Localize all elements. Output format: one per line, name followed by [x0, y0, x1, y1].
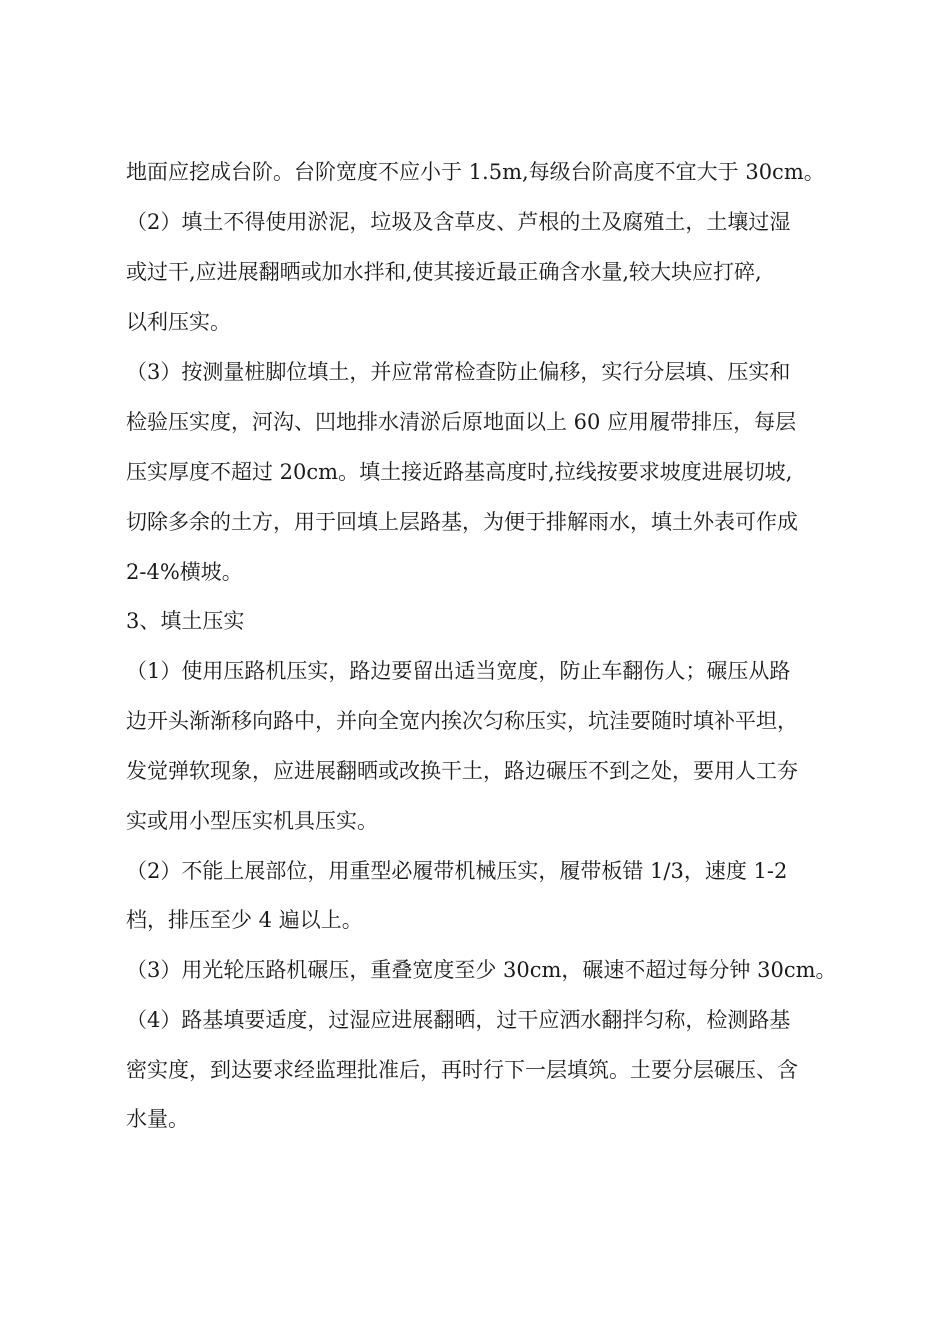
text-line: 边开头渐渐移向路中，并向全宽内挨次匀称压实，坑洼要随时填补平坦， — [126, 709, 798, 733]
text-line: 检验压实度，河沟、凹地排水清淤后原地面以上 60 应用履带排压，每层 — [126, 410, 797, 434]
text-line: 切除多余的土方，用于回填上层路基，为便于排解雨水，填土外表可作成 — [126, 510, 798, 534]
text-line: 密实度，到达要求经监理批准后，再时行下一层填筑。土要分层碾压、含 — [126, 1058, 798, 1082]
text-line: （3）用光轮压路机碾压，重叠宽度至少 30cm，碾速不超过每分钟 30cm。 — [126, 958, 837, 982]
text-line: 压实厚度不超过 20cm。填土接近路基高度时,拉线按要求坡度进展切坡, — [126, 460, 793, 484]
section-heading: 3、填土压实 — [126, 609, 245, 633]
text-line: （4）路基填要适度，过湿应进展翻晒，过干应洒水翻拌匀称，检测路基 — [126, 1008, 791, 1032]
text-line: 地面应挖成台阶。台阶宽度不应小于 1.5m,每级台阶高度不宜大于 30cm。 — [126, 160, 825, 184]
text-line: 实或用小型压实机具压实。 — [126, 809, 378, 833]
text-line: 档，排压至少 4 遍以上。 — [126, 908, 363, 932]
text-line: 发觉弹软现象，应进展翻晒或改换干土，路边碾压不到之处，要用人工夯 — [126, 759, 798, 783]
text-line: （3）按测量桩脚位填土，并应常常检查防止偏移，实行分层填、压实和 — [126, 360, 791, 384]
text-line: （2）填土不得使用淤泥，垃圾及含草皮、芦根的土及腐殖土，土壤过湿 — [126, 210, 791, 234]
text-line: 或过干,应进展翻晒或加水拌和,使其接近最正确含水量,较大块应打碎, — [126, 260, 762, 284]
text-line: 以利压实。 — [126, 310, 231, 334]
text-line: （2）不能上展部位，用重型必履带机械压实，履带板错 1/3，速度 1-2 — [126, 859, 788, 883]
text-line: 2-4%横坡。 — [126, 560, 243, 584]
text-line: （1）使用压路机压实，路边要留出适当宽度，防止车翻伤人；碾压从路 — [126, 659, 791, 683]
text-line: 水量。 — [126, 1107, 189, 1131]
